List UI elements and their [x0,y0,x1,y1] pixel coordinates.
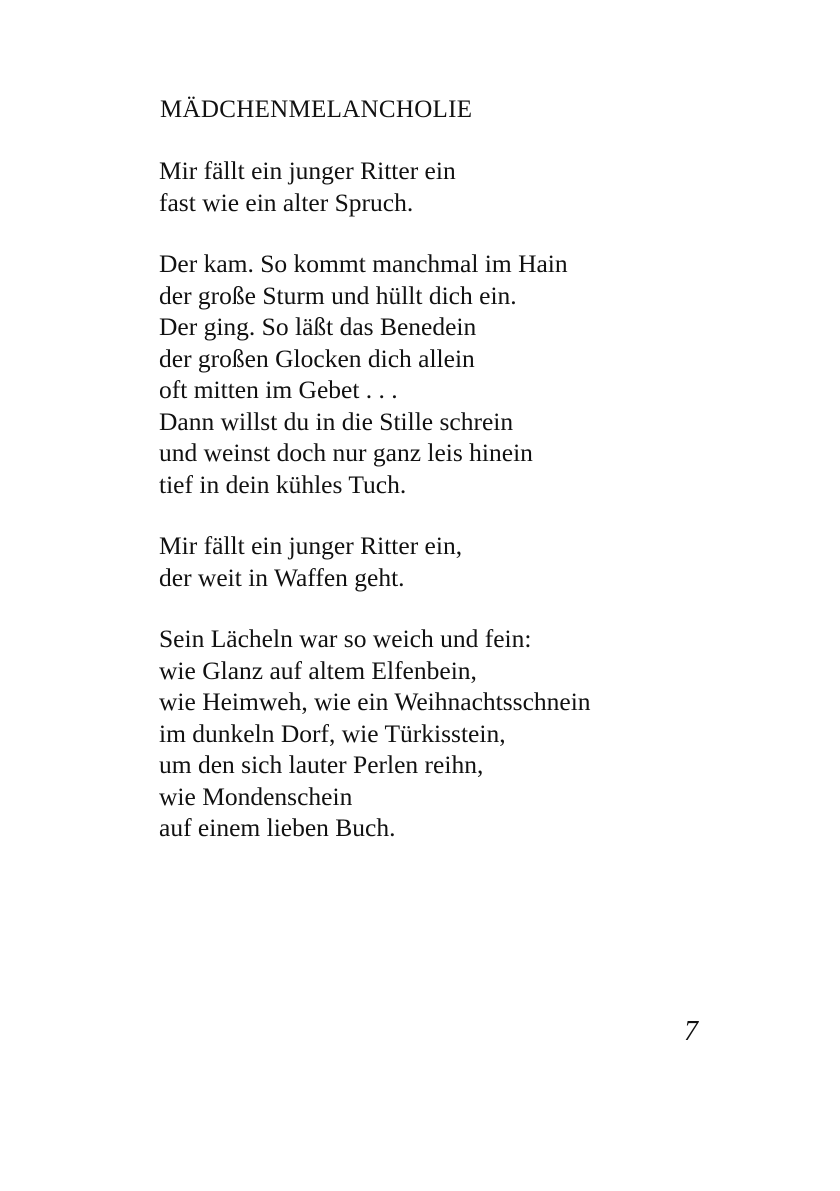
poem-body [159,155,719,874]
poem-title: MÄDCHENMELANCHOLIE [160,96,473,123]
poem-line: tief in dein kühles Tuch. [159,469,407,499]
stanza-2 [159,248,719,500]
poem-line: wie Heimweh, wie ein Weihnachtsschnein [159,687,591,716]
poem-line: Der kam. So kommt manchmal im Hain [159,249,568,278]
poem-line: auf einem lieben Buch. [159,813,396,842]
stanza-1 [159,155,719,218]
page-number: 7 [684,1016,698,1047]
poem-line: der großen Glocken dich allein [159,343,475,373]
stanza-4 [159,623,719,844]
poem-line: Sein Lächeln war so weich und fein: [159,624,532,653]
poem-line: wie Glanz auf altem Elfenbein, [159,655,477,685]
poem-line: wie Mondenschein [159,781,353,811]
poem-line: im dunkeln Dorf, wie Türkisstein, [159,718,506,748]
poem-line: Mir fällt ein junger Ritter ein, [159,531,463,560]
poem-line: fast wie ein alter Spruch. [159,187,414,217]
poem-line: Dann willst du in die Stille schrein [159,406,514,436]
poem-line: der große Sturm und hüllt dich ein. [159,280,517,310]
poem-line: um den sich lauter Perlen reihn, [159,750,484,779]
poem-line: Der ging. So läßt das Benedein [159,312,477,341]
stanza-3 [159,530,719,593]
poem-line: Mir fällt ein junger Ritter ein [159,156,456,185]
poem-line: oft mitten im Gebet . . . [159,375,398,404]
poem-line: und weinst doch nur ganz leis hinein [159,438,533,467]
poem-line: der weit in Waffen geht. [159,562,405,592]
